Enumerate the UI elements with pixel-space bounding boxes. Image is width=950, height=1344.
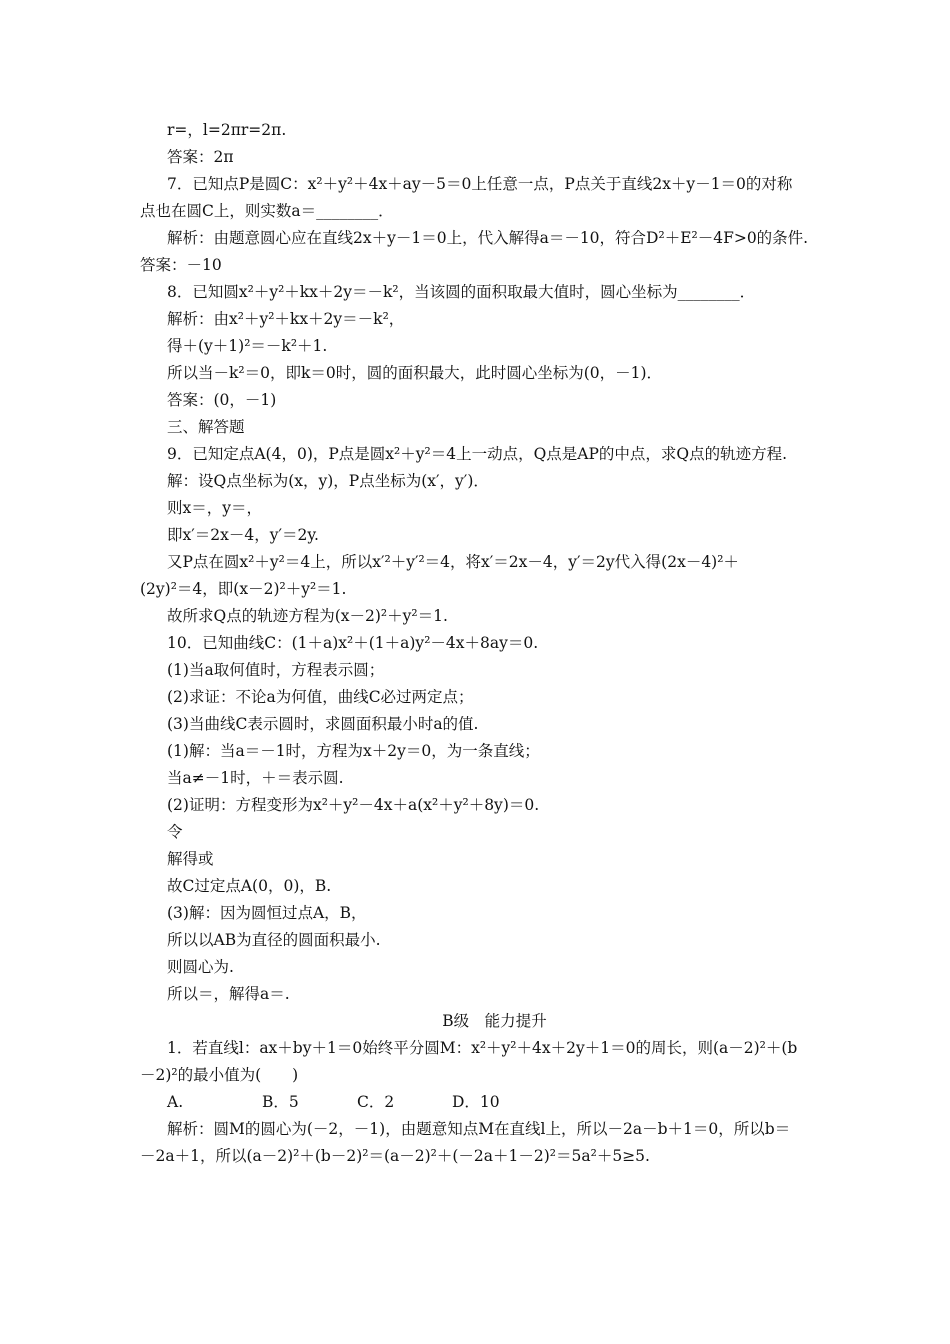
text-line: 则x＝，y＝， [167,499,262,517]
question-7-cont: 点也在圆C上，则实数a＝________． [140,202,394,220]
answer-options [167,1089,842,1116]
sub-question: (2)求证：不论a为何值，曲线C必过两定点； [167,688,474,706]
solution-line: (1)解：当a＝－1时，方程为x＋2y＝0，为一条直线； [167,742,540,760]
text-line: r=，l=2πr=2π. [167,121,287,139]
text-line: －2a＋1，所以(a－2)²＋(b－2)²＝(a－2)²＋(－2a＋1－2)²＝5a²＋5≥5. [140,1147,650,1165]
solution-line: (3)解：因为圆恒过点A，B， [167,904,367,922]
text-line: 得＋(y＋1)²＝－k²＋1. [167,337,328,355]
proof-line: (2)证明：方程变形为x²＋y²－4x＋a(x²＋y²＋8y)＝0. [167,796,540,814]
text-line: 所以＝，解得a＝. [167,985,290,1003]
answer-line: 答案：－10 [140,256,222,274]
document-body [140,117,842,1170]
sub-question: (3)当曲线C表示圆时，求圆面积最小时a的值. [167,715,479,733]
text-line: 则圆心为. [167,958,234,976]
question-b1: 1．若直线l：ax＋by＋1＝0始终平分圆M：x²＋y²＋4x＋2y＋1＝0的周长，则(a－2)²＋(b [167,1039,798,1057]
answer-line: 答案：2π [167,148,234,166]
section-heading: 三、解答题 [167,418,245,436]
question-8: 8．已知圆x²＋y²＋kx＋2y＝－k²，当该圆的面积取最大值时，圆心坐标为________． [167,283,756,301]
question-b1-cont: －2)²的最小值为( ) [140,1066,299,1084]
option-c: C．2 [357,1093,395,1111]
option-d: D．10 [452,1093,500,1111]
text-line: 故C过定点A(0，0)，B. [167,877,332,895]
text-line: (2y)²＝4，即(x－2)²＋y²＝1. [140,580,347,598]
answer-line: 答案：(0，－1) [167,391,277,409]
text-line: 令 [167,823,183,841]
analysis-line: 解析：圆M的圆心为(－2，－1)，由题意知点M在直线l上，所以－2a－b＋1＝0，所以b＝ [167,1120,791,1138]
analysis-line: 解析：由题意圆心应在直线2x＋y－1＝0上，代入解得a＝－10，符合D²＋E²－4F>0的条件. [167,229,809,247]
solution-line: 解：设Q点坐标为(x，y)，P点坐标为(x′，y′)． [167,472,489,490]
sub-question: (1)当a取何值时，方程表示圆； [167,661,385,679]
section-heading: B级 能力提升 [442,1012,547,1030]
option-a: A. [167,1093,184,1111]
option-b: B．5 [262,1093,299,1111]
text-line: 所以以AB为直径的圆面积最小. [167,931,381,949]
text-line: 故所求Q点的轨迹方程为(x－2)²＋y²＝1. [167,607,448,625]
question-10: 10．已知曲线C：(1＋a)x²＋(1＋a)y²－4x＋8ay＝0. [167,634,539,652]
text-line: 当a≠－1时，＋＝表示圆. [167,769,344,787]
question-7: 7．已知点P是圆C：x²＋y²＋4x＋ay－5＝0上任意一点，P点关于直线2x＋y－1＝0的对称 [167,175,793,193]
text-line: 所以当－k²＝0，即k＝0时，圆的面积最大，此时圆心坐标为(0，－1)． [167,364,663,382]
text-line: 又P点在圆x²＋y²＝4上，所以x′²＋y′²＝4，将x′＝2x－4，y′＝2y代入得(2x－4)²＋ [167,553,739,571]
analysis-line: 解析：由x²＋y²＋kx＋2y＝－k²， [167,310,405,328]
question-9: 9．已知定点A(4，0)，P点是圆x²＋y²＝4上一动点，Q点是AP的中点，求Q点的轨迹方程. [167,445,788,463]
text-line: 解得或 [167,850,214,868]
text-line: 即x′＝2x－4，y′＝2y. [167,526,319,544]
